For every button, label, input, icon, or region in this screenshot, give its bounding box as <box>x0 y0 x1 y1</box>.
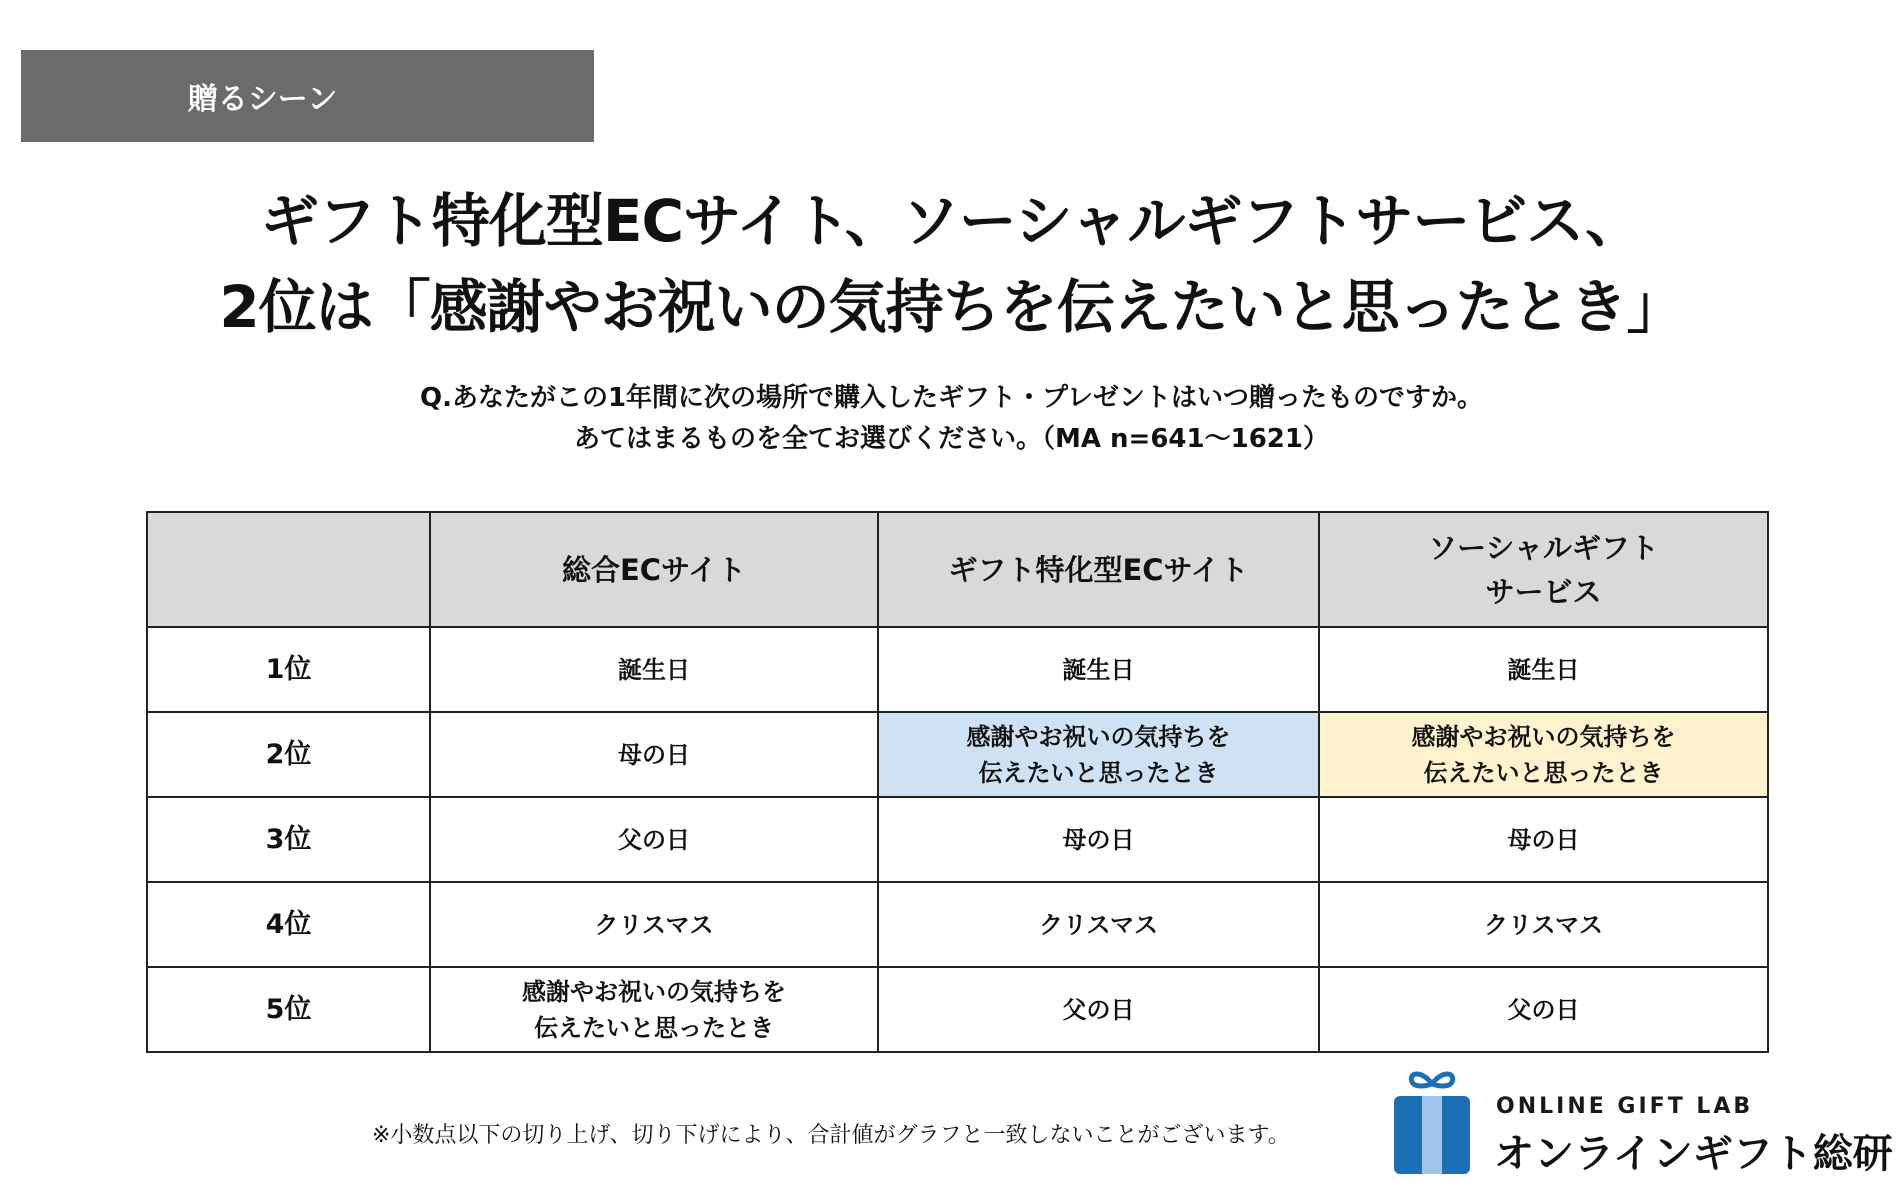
cell-text: クリスマス <box>594 910 714 939</box>
table-cell <box>430 627 878 712</box>
cell-text: 誕生日 <box>618 655 690 684</box>
table-cell <box>430 797 878 882</box>
header-social-gift <box>1319 512 1768 627</box>
header-rank <box>147 512 430 627</box>
cell-text: 誕生日 <box>1062 655 1135 684</box>
table-cell <box>1319 967 1768 1052</box>
cell-text: 感謝やお祝いの気持ちを <box>522 977 786 1006</box>
survey-question-line1: Q.あなたがこの1年間に次の場所で購入したギフト・プレゼントはいつ贈ったものですか。 <box>419 383 1484 413</box>
table-cell <box>878 712 1319 797</box>
rank-label: 1位 <box>147 627 430 712</box>
cell-text: 誕生日 <box>1507 655 1580 684</box>
brand-logo <box>1392 1066 1892 1176</box>
cell-text: 父の日 <box>618 825 690 854</box>
page-title <box>0 178 1903 350</box>
header-general-ec <box>430 512 878 627</box>
cell-text: 伝えたいと思ったとき <box>534 1013 774 1042</box>
cell-text: 父の日 <box>1507 995 1580 1024</box>
section-tag <box>21 50 594 142</box>
header-label: ソーシャルギフト <box>1428 530 1659 565</box>
logo-japanese: オンラインギフト総研 <box>1494 1131 1893 1177</box>
table-row <box>147 627 1768 712</box>
cell-text: 感謝やお祝いの気持ちを <box>966 722 1231 751</box>
header-label: ギフト特化型ECサイト <box>948 552 1249 587</box>
cell-text: 伝えたいと思ったとき <box>978 758 1219 787</box>
cell-text: 母の日 <box>618 740 690 769</box>
cell-text: 母の日 <box>1507 825 1580 854</box>
table-cell <box>878 627 1319 712</box>
table-cell <box>1319 712 1768 797</box>
table-row <box>147 797 1768 882</box>
table-cell <box>878 882 1319 967</box>
logo-english: ONLINE GIFT LAB <box>1496 1094 1754 1119</box>
table-cell <box>878 797 1319 882</box>
cell-text: 母の日 <box>1062 825 1135 854</box>
header-label: サービス <box>1485 574 1602 609</box>
rank-label: 3位 <box>147 797 430 882</box>
table-cell <box>1319 797 1768 882</box>
ranking-table <box>146 511 1769 1053</box>
table-header-row <box>147 512 1768 627</box>
table-row <box>147 882 1768 967</box>
table-cell <box>430 712 878 797</box>
page-title-line2: 2位は「感謝やお祝いの気持ちを伝えたいと思ったとき」 <box>219 273 1684 341</box>
header-gift-ec <box>878 512 1319 627</box>
table-cell <box>1319 882 1768 967</box>
cell-text: 父の日 <box>1062 995 1135 1024</box>
rank-label: 2位 <box>147 712 430 797</box>
header-label: 総合ECサイト <box>561 552 747 587</box>
footnote: ※小数点以下の切り上げ、切り下げにより、合計値がグラフと一致しないことがございます。 <box>372 1123 1290 1148</box>
table-row <box>147 712 1768 797</box>
table-cell <box>430 882 878 967</box>
rank-label: 4位 <box>147 882 430 967</box>
section-tag-label: 贈るシーン <box>187 82 338 117</box>
table-cell <box>1319 627 1768 712</box>
cell-text: クリスマス <box>1038 910 1159 939</box>
rank-label: 5位 <box>147 967 430 1052</box>
cell-text: クリスマス <box>1483 910 1604 939</box>
table-row <box>147 967 1768 1052</box>
cell-text: 感謝やお祝いの気持ちを <box>1411 722 1676 751</box>
cell-text: 伝えたいと思ったとき <box>1423 758 1664 787</box>
gift-box-icon <box>1392 1066 1472 1176</box>
page-title-line1: ギフト特化型ECサイト、ソーシャルギフトサービス、 <box>260 187 1643 255</box>
survey-question <box>0 378 1903 460</box>
table-cell <box>430 967 878 1052</box>
survey-question-line2: あてはまるものを全てお選びください。（MA n=641～1621） <box>574 424 1329 454</box>
table-cell <box>878 967 1319 1052</box>
